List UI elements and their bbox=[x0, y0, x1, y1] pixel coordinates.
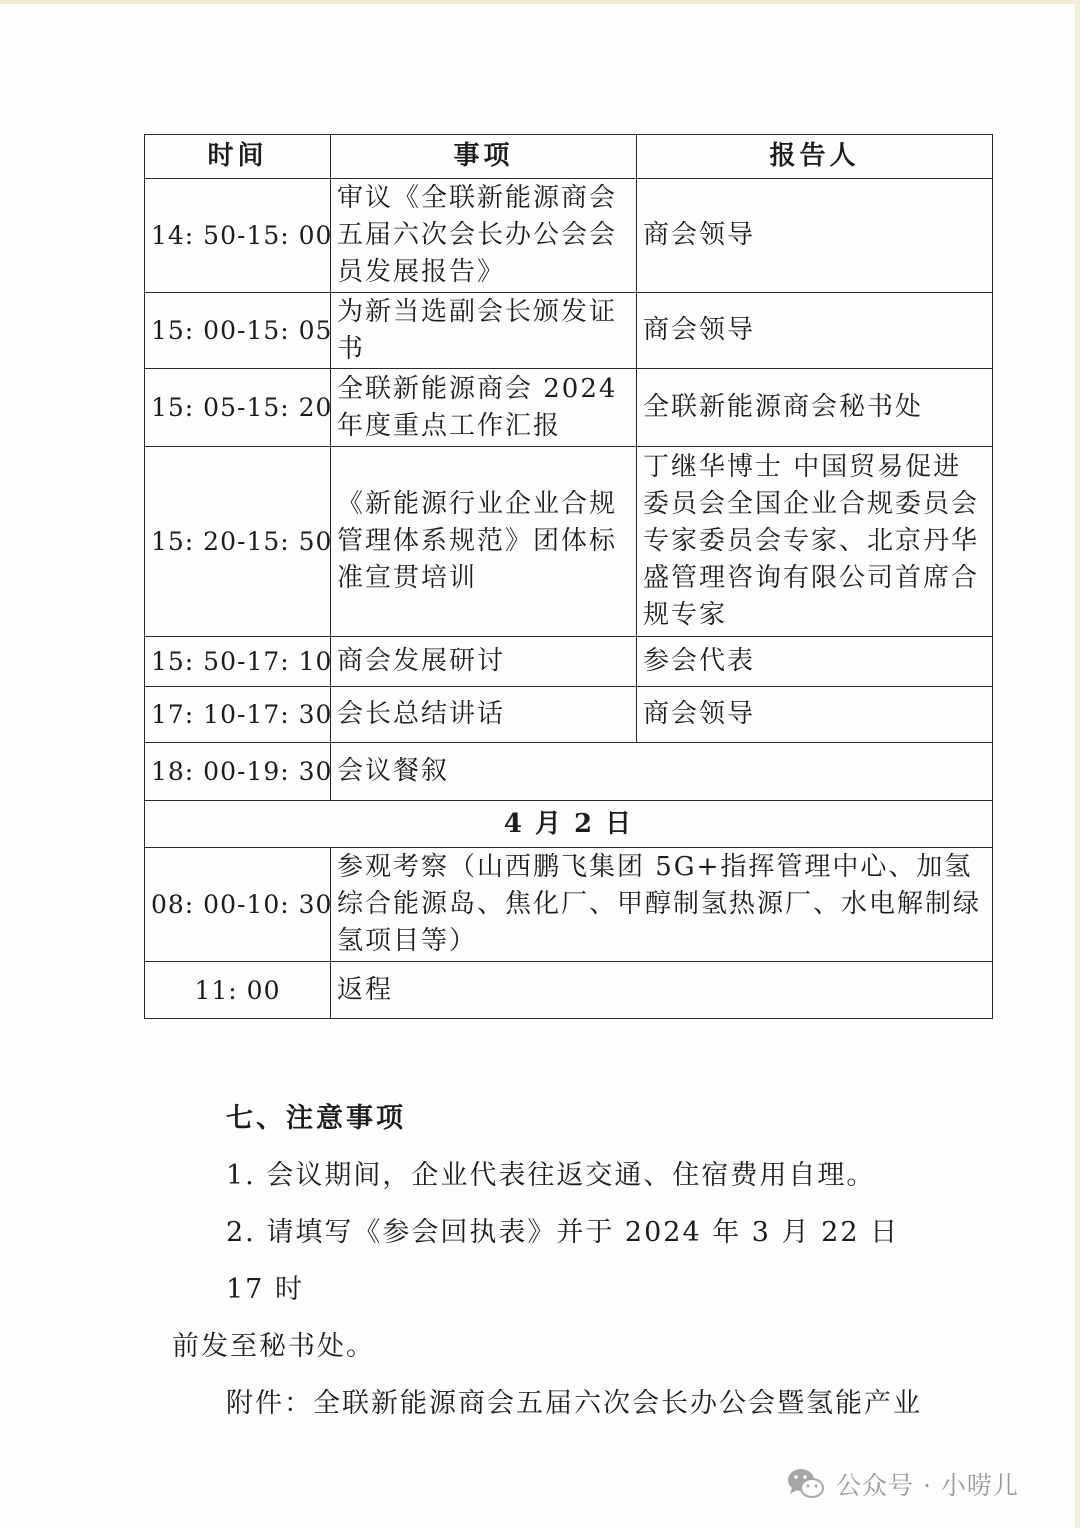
header-reporter: 报告人 bbox=[637, 135, 993, 179]
row-time: 15: 20-15: 50 bbox=[145, 447, 331, 637]
row-reporter: 全联新能源商会秘书处 bbox=[637, 369, 993, 447]
day-label: 4 月 2 日 bbox=[145, 801, 993, 848]
watermark bbox=[786, 1462, 1019, 1506]
row-reporter: 商会领导 bbox=[637, 687, 993, 743]
row-item: 审议《全联新能源商会五届六次会长办公会会员发展报告》 bbox=[331, 179, 637, 293]
row-reporter: 商会领导 bbox=[637, 293, 993, 369]
attachment-line: 附件：全联新能源商会五届六次会长办公会暨氢能产业 bbox=[226, 1388, 922, 1419]
table-row bbox=[145, 848, 993, 962]
row-reporter: 参会代表 bbox=[637, 637, 993, 687]
table-row bbox=[145, 637, 993, 687]
table-row bbox=[145, 962, 993, 1019]
day-divider-row bbox=[145, 801, 993, 848]
table-row bbox=[145, 369, 993, 447]
row-reporter: 商会领导 bbox=[637, 179, 993, 293]
note-item-2: 2. 请填写《参会回执表》并于 2024 年 3 月 22 日 17 时 bbox=[226, 1217, 900, 1305]
notes-heading: 七、注意事项 bbox=[226, 1103, 406, 1134]
row-item: 全联新能源商会 2024 年度重点工作汇报 bbox=[331, 369, 637, 447]
row-time: 17: 10-17: 30 bbox=[145, 687, 331, 743]
row-item: 会议餐叙 bbox=[331, 743, 993, 801]
row-item: 《新能源行业企业合规管理体系规范》团体标准宣贯培训 bbox=[331, 447, 637, 637]
scan-edge-top bbox=[0, 0, 1080, 4]
header-item: 事项 bbox=[331, 135, 637, 179]
row-time: 14: 50-15: 00 bbox=[145, 179, 331, 293]
notes-section bbox=[172, 1090, 932, 1432]
row-time: 18: 00-19: 30 bbox=[145, 743, 331, 801]
row-time: 08: 00-10: 30 bbox=[145, 848, 331, 962]
row-time: 15: 05-15: 20 bbox=[145, 369, 331, 447]
note-item-2-continued: 前发至秘书处。 bbox=[172, 1331, 375, 1362]
row-item: 为新当选副会长颁发证书 bbox=[331, 293, 637, 369]
table-row bbox=[145, 743, 993, 801]
watermark-text: 公众号 · 小唠儿 bbox=[836, 1471, 1019, 1500]
row-item: 会长总结讲话 bbox=[331, 687, 637, 743]
table-row bbox=[145, 293, 993, 369]
scan-edge-right bbox=[1075, 0, 1080, 1528]
table-row bbox=[145, 687, 993, 743]
header-time: 时间 bbox=[145, 135, 331, 179]
table-row bbox=[145, 179, 993, 293]
note-item-1: 1. 会议期间，企业代表往返交通、住宿费用自理。 bbox=[226, 1160, 876, 1191]
row-time: 15: 50-17: 10 bbox=[145, 637, 331, 687]
table-row bbox=[145, 447, 993, 637]
row-reporter: 丁继华博士 中国贸易促进委员会全国企业合规委员会专家委员会专家、北京丹华盛管理咨询有限公司首席合规专家 bbox=[637, 447, 993, 637]
row-time: 11: 00 bbox=[145, 962, 331, 1019]
table-header-row bbox=[145, 135, 993, 179]
row-item: 参观考察（山西鹏飞集团 5G+指挥管理中心、加氢综合能源岛、焦化厂、甲醇制氢热源厂、水电解制绿氢项目等） bbox=[331, 848, 993, 962]
agenda-table bbox=[144, 134, 993, 1019]
wechat-icon bbox=[786, 1467, 826, 1501]
row-item: 返程 bbox=[331, 962, 993, 1019]
row-item: 商会发展研讨 bbox=[331, 637, 637, 687]
row-time: 15: 00-15: 05 bbox=[145, 293, 331, 369]
